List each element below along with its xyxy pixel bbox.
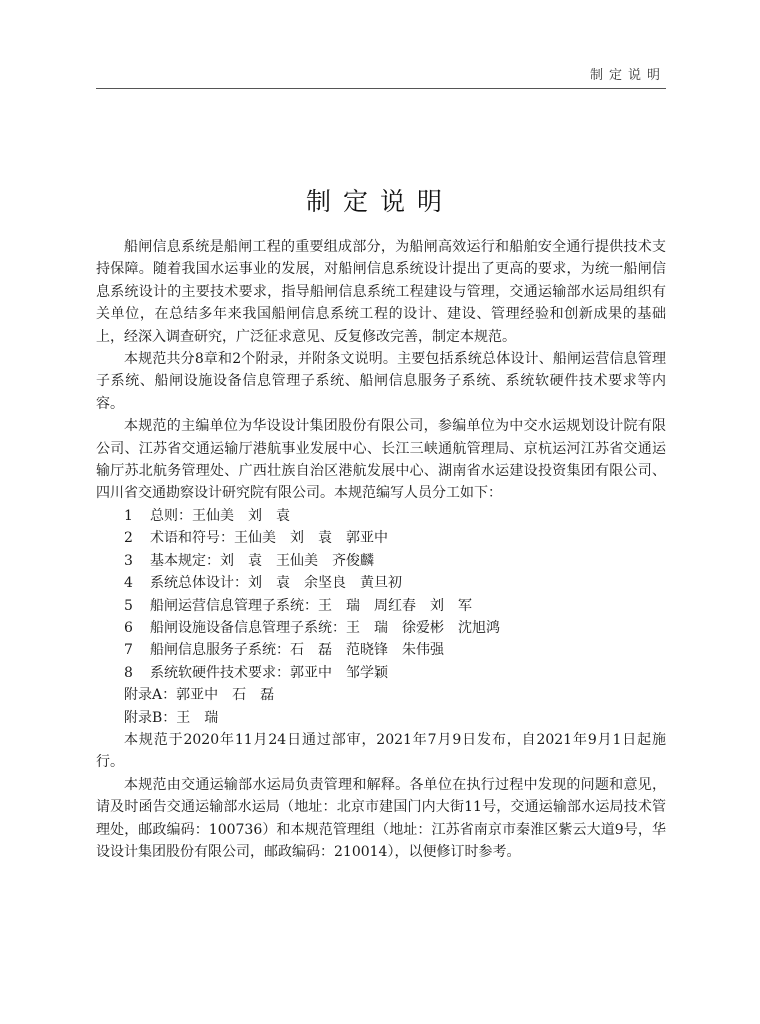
list-item-text: 船闸设施设备信息管理子系统：王 瑞 徐爱彬 沈旭鸿 xyxy=(150,619,500,636)
page-title: 制定说明 xyxy=(305,187,454,216)
list-item xyxy=(96,527,666,549)
list-item-text: 基本规定：刘 袁 王仙美 齐俊麟 xyxy=(150,552,374,569)
list-item xyxy=(96,617,666,639)
list-item-number: 1 xyxy=(124,507,133,524)
body-text xyxy=(96,236,666,863)
paragraph-effective-date: 本规范于2020年11月24日通过部审，2021年7月9日发布，自2021年9月1日起施行。 xyxy=(96,731,666,771)
list-item xyxy=(96,505,666,527)
list-item-text: 术语和符号：王仙美 刘 袁 郭亚中 xyxy=(150,530,388,547)
header-rule xyxy=(96,88,666,89)
paragraph-intro: 船闸信息系统是船闸工程的重要组成部分，为船闸高效运行和船舶安全通行提供技术支持保障。随着我国水运事业的发展，对船闸信息系统设计提出了更高的要求，为统一船闸信息系统设计的主要技术要求，指导船闸信息系统工程建设与管理，交通运输部水运局组织有关单位，在总结多年来我国船闸信息系统工程的设计、建设、管理经验和创新成果的基础上，经深入调查研究，广泛征求意见、反复修改完善，制定本规范。 xyxy=(96,239,666,345)
assignment-list xyxy=(96,505,666,729)
list-item-number: 7 xyxy=(124,642,133,659)
list-item xyxy=(96,595,666,617)
list-item-text: 系统软硬件技术要求：郭亚中 邹学颖 xyxy=(150,664,388,681)
list-item-text: 船闸运营信息管理子系统：王 瑞 周红春 刘 军 xyxy=(150,597,472,614)
list-item-text: 船闸信息服务子系统：石 磊 范晓锋 朱伟强 xyxy=(150,642,444,659)
list-item-text: 系统总体设计：刘 袁 余坚良 黄旦初 xyxy=(150,575,402,592)
paragraph-contact: 本规范由交通运输部水运局负责管理和解释。各单位在执行过程中发现的问题和意见，请及时函告交通运输部水运局（地址：北京市建国门内大街11号，交通运输部水运局技术管理处，邮政编码：100736）和本规范管理组（地址：江苏省南京市秦淮区紫云大道9号，华设设计集团股份有限公司，邮政编码：210014），以便修订时参考。 xyxy=(96,776,666,860)
paragraph-authors: 本规范的主编单位为华设设计集团股份有限公司，参编单位为中交水运规划设计院有限公司、江苏省交通运输厅港航事业发展中心、长江三峡通航管理局、京杭运河江苏省交通运输厅苏北航务管理处、广西壮族自治区港航发展中心、湖南省水运建设投资集团有限公司、四川省交通勘察设计研究院有限公司。本规范编写人员分工如下： xyxy=(96,418,666,502)
list-item-number: 6 xyxy=(124,619,133,636)
list-item-number: 5 xyxy=(124,597,133,614)
appendix-item: 附录B：王 瑞 xyxy=(124,709,219,726)
list-item-number: 8 xyxy=(124,664,133,681)
appendix-item: 附录A：郭亚中 石 磊 xyxy=(124,687,275,704)
list-item xyxy=(96,639,666,661)
list-item xyxy=(96,550,666,572)
paragraph-structure: 本规范共分8章和2个附录，并附条文说明。主要包括系统总体设计、船闸运营信息管理子系统、船闸设施设备信息管理子系统、船闸信息服务子系统、系统软硬件技术要求等内容。 xyxy=(96,351,666,412)
list-item xyxy=(96,572,666,594)
list-item-number: 3 xyxy=(124,552,133,569)
running-head: 制定说明 xyxy=(589,68,666,83)
list-item xyxy=(96,662,666,684)
list-item-text: 总则：王仙美 刘 袁 xyxy=(150,507,290,524)
list-item-number: 2 xyxy=(124,530,133,547)
list-item-number: 4 xyxy=(124,575,133,592)
